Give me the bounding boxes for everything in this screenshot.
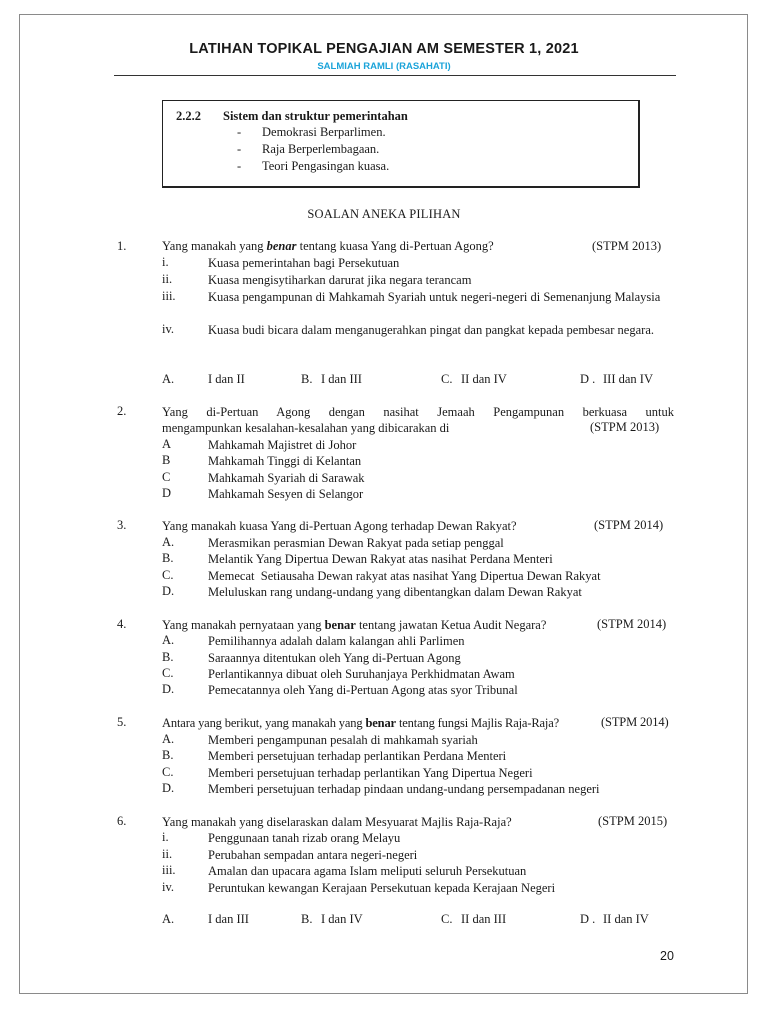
question-number: 5. <box>117 715 127 729</box>
option-label: D. <box>162 781 175 795</box>
option-label: iv. <box>162 322 175 336</box>
answer-text: I dan II <box>208 372 245 386</box>
option-label: A. <box>162 535 175 549</box>
option-label: D. <box>162 682 175 696</box>
question-stem: Yang manakah pernyataan yang benar tentang jawatan Ketua Audit Negara? <box>162 618 547 632</box>
section-title: SOALAN ANEKA PILIHAN <box>307 207 461 221</box>
option-label: C. <box>162 765 174 779</box>
option-text: Saraannya ditentukan oleh Yang di-Pertuan Agong <box>208 651 461 665</box>
option-label: B. <box>162 551 174 565</box>
option-text: Mahkamah Majistret di Johor <box>208 438 357 452</box>
answer-text: II dan IV <box>461 372 507 386</box>
question-stem: Antara yang berikut, yang manakah yang benar tentang fungsi Majlis Raja-Raja? <box>162 716 560 730</box>
option-text: Merasmikan perasmian Dewan Rakyat pada setiap penggal <box>208 536 504 550</box>
option-text: Memberi persetujuan terhadap perlantikan Perdana Menteri <box>208 749 507 763</box>
topic-box: 2.2.2 Sistem dan struktur pemerintahan - Demokrasi Berparlimen. - Raja Berperlembagaan. - Teori Pengasingan kuasa. <box>162 100 640 188</box>
option-label: iv. <box>162 880 175 894</box>
option-text: Memberi persetujuan terhadap perlantikan Yang Dipertua Negeri <box>208 766 533 780</box>
option-label: i. <box>162 830 169 844</box>
option-text: Memberi persetujuan terhadap pindaan undang-undang persempadanan negeri <box>208 782 600 796</box>
option-text: Pemecatannya oleh Yang di-Pertuan Agong atas syor Tribunal <box>208 683 518 697</box>
answer-label: A. <box>162 912 175 926</box>
option-text: Amalan dan upacara agama Islam meliputi seluruh Persekutuan <box>208 864 527 878</box>
answer-text: I dan III <box>321 372 362 386</box>
option-label: B. <box>162 650 174 664</box>
option-label: B. <box>162 748 174 762</box>
question-stem: Yang di-Pertuan Agong dengan nasihat Jemaah Pengampunan berkuasa untuk <box>162 405 674 419</box>
answer-text: I dan III <box>208 912 249 926</box>
question-source: (STPM 2015) <box>598 814 668 828</box>
option-text: Pemilihannya adalah dalam kalangan ahli Parlimen <box>208 634 465 648</box>
question-number: 6. <box>117 814 127 828</box>
option-label: B <box>162 453 171 467</box>
answer-label: D . <box>580 912 596 926</box>
question-stem: Yang manakah yang diselaraskan dalam Mesyuarat Majlis Raja-Raja? <box>162 815 512 829</box>
option-label: C. <box>162 666 174 680</box>
answer-label: C. <box>441 372 453 386</box>
option-label: ii. <box>162 847 173 861</box>
answer-label: D . <box>580 372 596 386</box>
topic-title: Sistem dan struktur pemerintahan <box>223 109 408 123</box>
answer-text: I dan IV <box>321 912 363 926</box>
answer-label: C. <box>441 912 453 926</box>
option-label: i. <box>162 255 169 269</box>
answer-text: II dan III <box>461 912 507 926</box>
option-label: A. <box>162 633 175 647</box>
question-source: (STPM 2013) <box>590 420 660 434</box>
question-stem: mengampunkan kesalahan-kesalahan yang dibicarakan di <box>162 421 450 435</box>
header-divider <box>114 75 676 76</box>
answer-text: III dan IV <box>603 372 653 386</box>
option-text: Mahkamah Syariah di Sarawak <box>208 471 365 485</box>
option-label: A <box>162 437 172 451</box>
option-text: Kuasa pengampunan di Mahkamah Syariah untuk negeri-negeri di Semenanjung Malaysia <box>208 290 661 304</box>
option-text: Memecat Setiausaha Dewan rakyat atas nasihat Yang Dipertua Dewan Rakyat <box>208 569 601 583</box>
option-label: iii. <box>162 863 176 877</box>
option-text: Peruntukan kewangan Kerajaan Persekutuan kepada Kerajaan Negeri <box>208 881 556 895</box>
answer-label: A. <box>162 372 175 386</box>
answer-label: B. <box>301 912 313 926</box>
question-number: 1. <box>117 239 127 253</box>
question-number: 3. <box>117 518 127 532</box>
question-stem: Yang manakah yang benar tentang kuasa Yang di-Pertuan Agong? <box>162 239 494 253</box>
option-text: Mahkamah Sesyen di Selangor <box>208 487 364 501</box>
option-text: Mahkamah Tinggi di Kelantan <box>208 454 362 468</box>
question-source: (STPM 2013) <box>592 239 662 253</box>
answer-text: II dan IV <box>603 912 649 926</box>
option-text: Penggunaan tanah rizab orang Melayu <box>208 831 401 845</box>
question-number: 2. <box>117 404 127 418</box>
option-label: D. <box>162 584 175 598</box>
document-title: LATIHAN TOPIKAL PENGAJIAN AM SEMESTER 1, 2021 <box>189 41 579 57</box>
question-source: (STPM 2014) <box>601 715 669 729</box>
option-label: iii. <box>162 289 176 303</box>
option-text: Melantik Yang Dipertua Dewan Rakyat atas nasihat Perdana Menteri <box>208 552 553 566</box>
option-text: Meluluskan rang undang-undang yang dibentangkan dalam Dewan Rakyat <box>208 585 582 599</box>
option-label: D <box>162 486 172 500</box>
option-text: Kuasa budi bicara dalam menganugerahkan pingat dan pangkat kepada pembesar negara. <box>208 323 654 337</box>
option-label: ii. <box>162 272 173 286</box>
option-text: Perlantikannya dibuat oleh Suruhanjaya Perkhidmatan Awam <box>208 667 515 681</box>
answer-label: B. <box>301 372 313 386</box>
option-label: C. <box>162 568 174 582</box>
document-author: SALMIAH RAMLI (RASAHATI) <box>317 61 451 72</box>
option-text: Memberi pengampunan pesalah di mahkamah syariah <box>208 733 478 747</box>
option-text: Kuasa mengisytiharkan darurat jika negara terancam <box>208 273 472 287</box>
question-number: 4. <box>117 617 127 631</box>
question-source: (STPM 2014) <box>597 617 667 631</box>
option-label: C <box>162 470 171 484</box>
option-text: Kuasa pemerintahan bagi Persekutuan <box>208 256 400 270</box>
question-stem: Yang manakah kuasa Yang di-Pertuan Agong terhadap Dewan Rakyat? <box>162 519 517 533</box>
question-source: (STPM 2014) <box>594 518 664 532</box>
option-text: Perubahan sempadan antara negeri-negeri <box>208 848 418 862</box>
option-label: A. <box>162 732 175 746</box>
topic-number: 2.2.2 <box>176 109 201 123</box>
page-number: 20 <box>660 949 674 963</box>
